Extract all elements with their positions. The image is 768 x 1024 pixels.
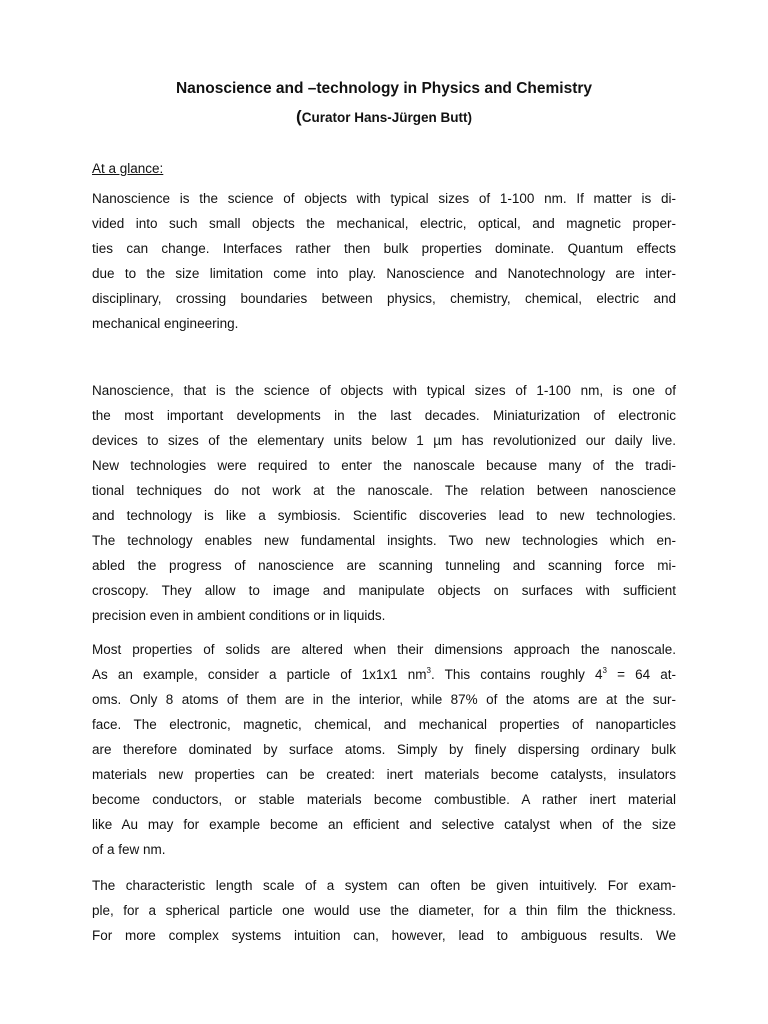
- superscript: 3: [602, 666, 607, 675]
- text-line: due to the size limitation come into play. Nanoscience and Nanotechnology are inter-: [92, 266, 676, 281]
- text-line: of a few nm.: [92, 842, 166, 857]
- text-line: croscopy. They allow to image and manipulate objects on surfaces with sufficient: [92, 583, 676, 598]
- section-heading: At a glance:: [92, 161, 164, 176]
- text-line: disciplinary, crossing boundaries between physics, chemistry, chemical, electric and: [92, 291, 676, 306]
- paragraph-1: [92, 186, 676, 336]
- document-title: Nanoscience and –technology in Physics and Chemistry: [175, 80, 593, 97]
- curator-line: [0, 106, 768, 129]
- text-line: devices to sizes of the elementary units below 1 µm has revolutionized our daily live.: [92, 433, 676, 448]
- paragraph-4: [92, 873, 676, 948]
- text-line: For more complex systems intuition can, however, lead to ambiguous results. We: [92, 928, 676, 943]
- text-run: As an example, consider a particle of 1x1x1 nm: [92, 667, 427, 682]
- text-run: = 64 at-: [606, 667, 676, 682]
- text-line: oms. Only 8 atoms of them are in the interior, while 87% of the atoms are at the sur-: [92, 692, 676, 707]
- text-line: mechanical engineering.: [92, 316, 239, 331]
- text-run: . This contains roughly 4: [431, 667, 603, 682]
- text-line: vided into such small objects the mechanical, electric, optical, and magnetic proper-: [92, 216, 676, 231]
- text-line-with-superscripts: [92, 662, 676, 687]
- text-line: Nanoscience is the science of objects with typical sizes of 1-100 nm. If matter is di-: [92, 191, 676, 206]
- paragraph-3: [92, 637, 676, 862]
- text-line: and technology is like a symbiosis. Scientific discoveries lead to new technologies.: [92, 508, 676, 523]
- curator-open-paren: (: [296, 107, 302, 126]
- text-line: The characteristic length scale of a system can often be given intuitively. For exam-: [92, 878, 676, 893]
- text-line: ple, for a spherical particle one would use the diameter, for a thin film the thickness.: [92, 903, 676, 918]
- text-line: precision even in ambient conditions or in liquids.: [92, 608, 386, 623]
- text-line: the most important developments in the last decades. Miniaturization of electronic: [92, 408, 676, 423]
- text-line: like Au may for example become an efficient and selective catalyst when of the size: [92, 817, 676, 832]
- text-line: abled the progress of nanoscience are scanning tunneling and scanning force mi-: [92, 558, 676, 573]
- text-line: are therefore dominated by surface atoms. Simply by finely dispersing ordinary bulk: [92, 742, 676, 757]
- superscript: 3: [426, 666, 431, 675]
- text-line: The technology enables new fundamental insights. Two new technologies which en-: [92, 533, 676, 548]
- curator-text: Curator Hans-Jürgen Butt): [301, 110, 472, 125]
- text-line: Nanoscience, that is the science of objects with typical sizes of 1-100 nm, is one of: [92, 383, 676, 398]
- text-line: face. The electronic, magnetic, chemical, and mechanical properties of nanoparticles: [92, 717, 676, 732]
- text-line: materials new properties can be created: inert materials become catalysts, insulators: [92, 767, 676, 782]
- text-line: Most properties of solids are altered when their dimensions approach the nanoscale.: [92, 642, 676, 657]
- text-line: become conductors, or stable materials become combustible. A rather inert material: [92, 792, 676, 807]
- paragraph-2: [92, 378, 676, 628]
- text-line: tional techniques do not work at the nanoscale. The relation between nanoscience: [92, 483, 676, 498]
- text-line: New technologies were required to enter the nanoscale because many of the tradi-: [92, 458, 676, 473]
- text-line: ties can change. Interfaces rather then bulk properties dominate. Quantum effects: [92, 241, 676, 256]
